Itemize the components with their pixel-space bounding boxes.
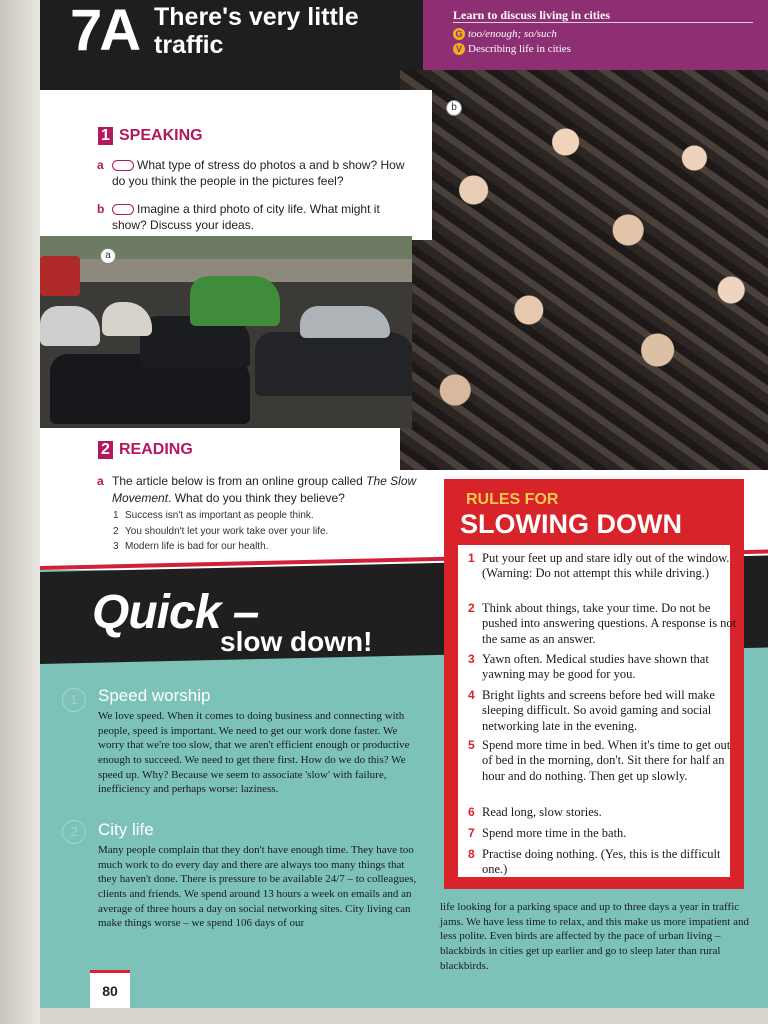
section-number: 1 (62, 688, 86, 712)
learn-heading: Learn to discuss living in cities (453, 8, 611, 22)
list-item: 6 Read long, slow stories. (468, 805, 602, 819)
vocabulary-objective: V Describing life in cities (453, 43, 571, 55)
rules-list (458, 545, 737, 877)
speaking-question-a: a What type of stress do photos a and b show? How do you think the people in the pictures feel? (97, 158, 405, 188)
list-item: 7 Spend more time in the bath. (468, 826, 627, 840)
article-subtitle: slow down! (220, 626, 373, 657)
list-item: 3 Yawn often. Medical studies have shown that yawning may be good for you. (468, 652, 709, 682)
unit-title: There's very little traffic (154, 3, 359, 59)
speech-bubble-icon (112, 160, 134, 171)
list-item: 2 You shouldn't let your work take over your life. (113, 525, 329, 537)
article-paragraph: We love speed. When it comes to doing business and connecting with people, speed is important. We need to get our work done faster. We worry that we're too slow, that we aren't efficient enough or productive enough to succeed. We need to get there first. How do we do this? We speed up. Why? Because we seem to associate 'slow' with failure, inefficiency and perhaps worse: laziness. (98, 710, 410, 796)
reading-options (113, 508, 328, 555)
reading-heading: 2 READING (98, 441, 193, 459)
list-item: 4 Bright lights and screens before bed will make sleeping difficult. So avoid gaming and social networking late in the evening. (468, 688, 715, 733)
objectives-panel (423, 0, 768, 72)
book-gutter (0, 0, 40, 1024)
speech-bubble-icon (112, 204, 134, 215)
article-title: Quick – (92, 586, 259, 639)
section-heading: City life (98, 820, 154, 839)
page-number: 80 (90, 970, 130, 1008)
photo-b-label: b (446, 100, 462, 116)
list-item: 3 Modern life is bad for our health. (113, 541, 269, 552)
rules-heading: SLOWING DOWN (460, 509, 682, 539)
divider (453, 22, 753, 23)
rules-heading-small: RULES FOR (466, 491, 559, 508)
list-item: 5 Spend more time in bed. When it's time to get out of bed in the morning, don't. Sit there for half an hour and do nothing. Then get up slowly. (468, 738, 731, 783)
photo-a-label: a (100, 248, 116, 264)
rules-box (444, 479, 744, 889)
list-item: 8 Practise doing nothing. (Yes, this is the difficult one.) (468, 847, 721, 877)
list-item: 2 Think about things, take your time. Do not be pushed into answering questions. A response is not the same as an answer. (468, 601, 737, 646)
unit-header (40, 0, 430, 92)
article-paragraph: life looking for a parking space and up to three days a year in traffic jams. We have less time to relax, and this make us more impatient and less polite. Even birds are affected by the pace of urban living – blackbirds in cities get up earlier and go to sleep later than rural blackbirds. (440, 901, 749, 972)
textbook-page (40, 0, 768, 1008)
photo-b-crowd (400, 70, 768, 470)
article-paragraph: Many people complain that they don't have enough time. They have too much work to do every day and there are always too many things that they haven't done. There is pressure to be available 24/7 – to colleagues, clients and friends. We spend around 13 hours a week on emails and an average of three hours a day on social networking sites. City living can make things worse – we spend 106 days of our (98, 844, 417, 930)
list-item: 1 Success isn't as important as people think. (113, 510, 314, 521)
vocabulary-badge-icon: V (453, 43, 465, 55)
unit-number: 7A (70, 0, 139, 63)
reading-question-a: a The article below is from an online group called The Slow Movement. What do you think they believe? (97, 474, 417, 505)
speaking-question-b: b Imagine a third photo of city life. What might it show? Discuss your ideas. (97, 202, 380, 232)
list-item: 1 Put your feet up and stare idly out of the window. (Warning: Do not attempt this while driving.) (468, 551, 730, 581)
section-number: 2 (62, 820, 86, 844)
speaking-heading: 1 SPEAKING (98, 127, 203, 145)
section-heading: Speed worship (98, 686, 211, 705)
photo-a-traffic (40, 236, 412, 428)
grammar-badge-icon: G (453, 28, 465, 40)
grammar-objective: G too/enough; so/such (453, 28, 557, 40)
